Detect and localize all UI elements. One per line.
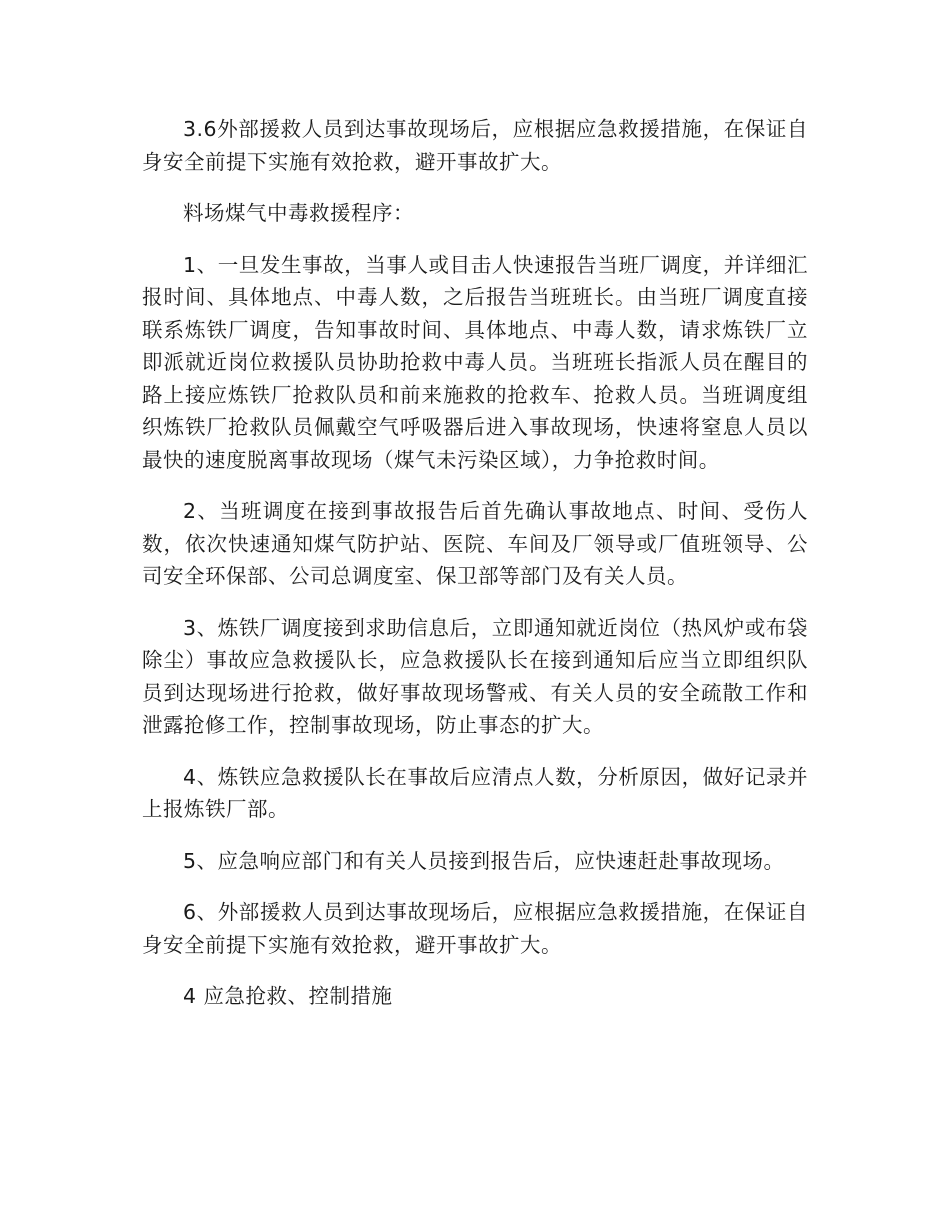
paragraph-step-5: 5、应急响应部门和有关人员接到报告后，应快速赶赴事故现场。: [183, 848, 785, 873]
paragraph-step-3: 3、炼铁厂调度接到求助信息后，立即通知就近岗位（热风炉或布袋除尘）事故应急救援队长，应急救援队长在接到通知后应当立即组织队员到达现场进行抢救，做好事故现场警戒、有关人员的安全疏散工作和泄露抢修工作，控制事故现场，防止事态的扩大。: [142, 615, 808, 737]
paragraph-step-4: 4、炼铁应急救援队长在事故后应清点人数，分析原因，做好记录并上报炼铁厂部。: [142, 764, 808, 821]
paragraph-step-1: 1、一旦发生事故，当事人或目击人快速报告当班厂调度，并详细汇报时间、具体地点、中毒人数，之后报告当班班长。由当班厂调度直接联系炼铁厂调度，告知事故时间、具体地点、中毒人数，请求炼铁厂立即派就近岗位救援队员协助抢救中毒人员。当班班长指派人员在醒目的路上接应炼铁厂抢救队员和前来施救的抢救车、抢救人员。当班调度组织炼铁厂抢救队员佩戴空气呼吸器后进入事故现场，快速将窒息人员以最快的速度脱离事故现场（煤气未污染区域），力争抢救时间。: [142, 252, 808, 472]
document-body: [142, 113, 808, 1032]
paragraph-step-6: 6、外部援救人员到达事故现场后，应根据应急救援措施，在保证自身安全前提下实施有效抢救，避开事故扩大。: [142, 900, 808, 957]
section-heading-4: 4 应急抢救、控制措施: [183, 984, 393, 1008]
paragraph-step-2: 2、当班调度在接到事故报告后首先确认事故地点、时间、受伤人数，依次快速通知煤气防护站、医院、车间及厂领导或厂值班领导、公司安全环保部、公司总调度室、保卫部等部门及有关人员。: [142, 499, 808, 588]
paragraph-3-6-external-rescue: 3.6外部援救人员到达事故现场后，应根据应急救援措施，在保证自身安全前提下实施有效抢救，避开事故扩大。: [142, 117, 808, 174]
paragraph-gas-poisoning-procedure-heading: 料场煤气中毒救援程序：: [183, 201, 414, 225]
